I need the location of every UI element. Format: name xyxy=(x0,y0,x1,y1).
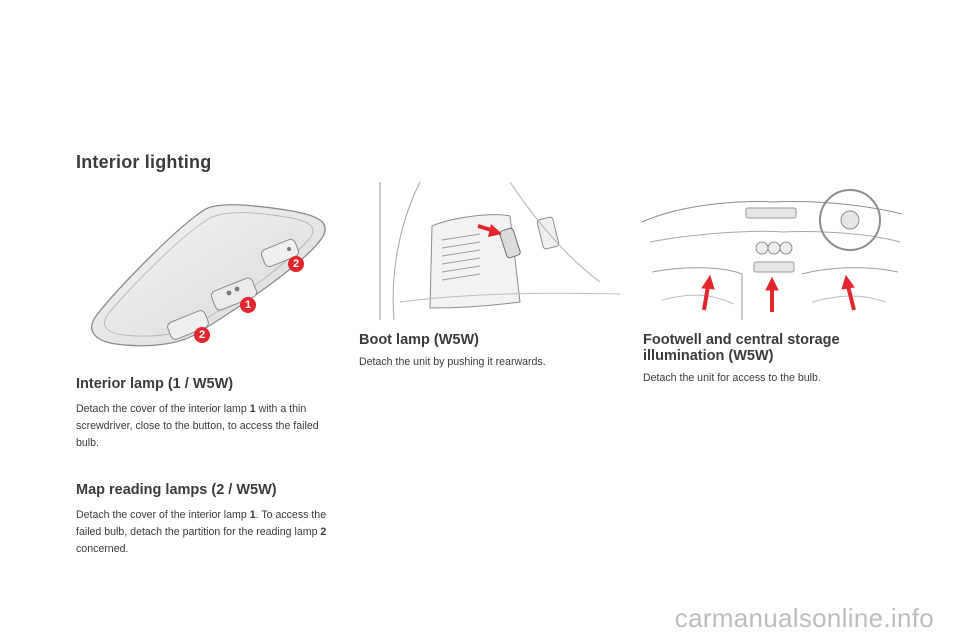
section-footwell xyxy=(643,332,913,387)
callout-badge-1: 1 xyxy=(240,297,256,313)
callout-badge-2-bottom: 2 xyxy=(194,327,210,343)
section-heading-footwell: Footwell and central storage illumination (W5W) xyxy=(643,332,840,364)
section-body-boot-lamp: Detach the unit by pushing it rearwards. xyxy=(359,356,546,368)
section-heading-interior-lamp: Interior lamp (1 / W5W) xyxy=(76,376,234,392)
callout-badge-2-top: 2 xyxy=(288,256,304,272)
section-boot-lamp xyxy=(359,332,619,371)
section-heading-boot-lamp: Boot lamp (W5W) xyxy=(359,332,480,348)
footwell-lamp-illustration xyxy=(642,182,902,320)
watermark: carmanualsonline.info xyxy=(674,603,934,633)
interior-lamp-illustration xyxy=(86,198,336,350)
section-interior-lamp xyxy=(76,376,336,452)
section-body-map-reading: Detach the cover of the interior lamp 1. To access the failed bulb, detach the partition for the reading lamp 2 concerned. xyxy=(76,509,327,555)
section-heading-map-reading: Map reading lamps (2 / W5W) xyxy=(76,482,277,498)
section-body-footwell: Detach the unit for access to the bulb. xyxy=(643,372,821,384)
boot-lamp-illustration xyxy=(360,182,620,320)
section-body-interior-lamp: Detach the cover of the interior lamp 1 with a thin screwdriver, close to the button, to access the failed bulb. xyxy=(76,403,319,449)
page-title: Interior lighting xyxy=(76,152,212,172)
section-map-reading xyxy=(76,482,336,558)
